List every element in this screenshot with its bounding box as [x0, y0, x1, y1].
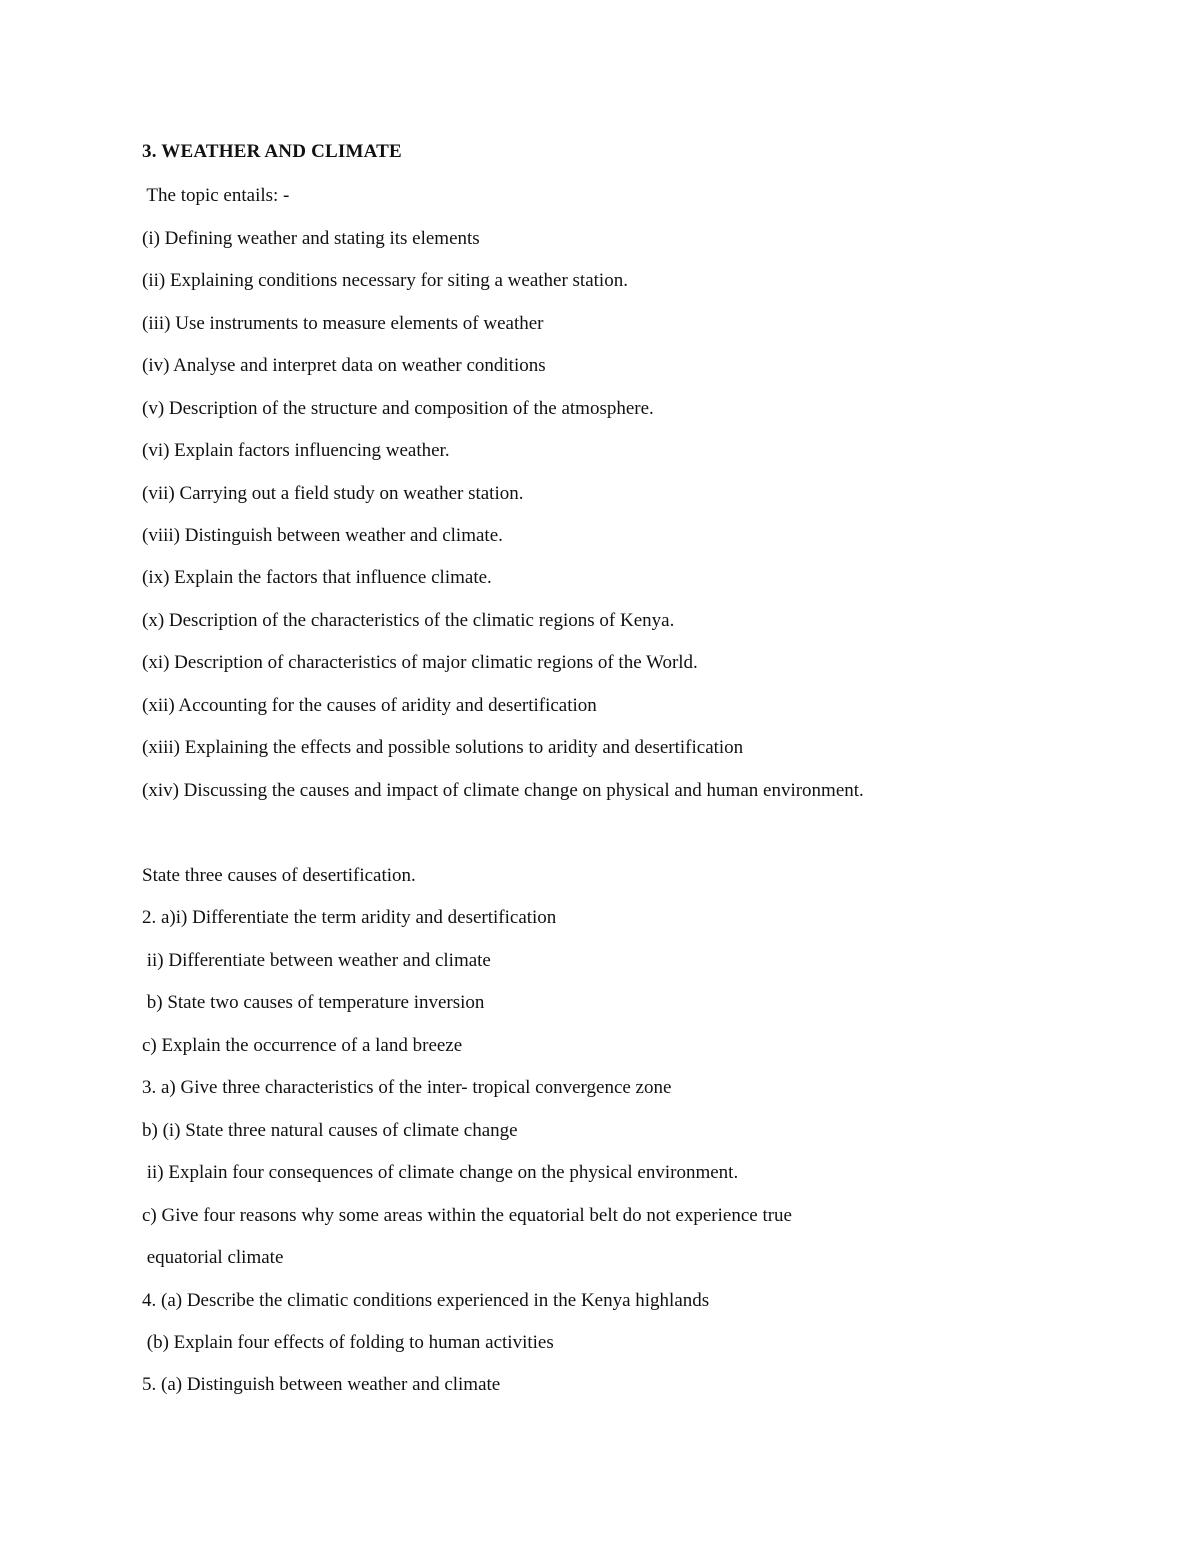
objective-item: (xiii) Explaining the effects and possible solutions to aridity and desertification	[142, 737, 744, 758]
question-line: ii) Differentiate between weather and climate	[142, 950, 491, 971]
question-line: 2. a)i) Differentiate the term aridity and desertification	[142, 907, 557, 928]
objective-item: (x) Description of the characteristics of the climatic regions of Kenya.	[142, 610, 675, 631]
objective-item: (i) Defining weather and stating its elements	[142, 228, 480, 249]
objective-item: (iii) Use instruments to measure elements of weather	[142, 313, 544, 334]
question-line: (b) Explain four effects of folding to human activities	[142, 1332, 554, 1353]
objective-item: (xii) Accounting for the causes of aridity and desertification	[142, 695, 597, 716]
question-line: 3. a) Give three characteristics of the inter- tropical convergence zone	[142, 1077, 672, 1098]
question-line: c) Give four reasons why some areas within the equatorial belt do not experience true	[142, 1205, 792, 1226]
page-title: 3. WEATHER AND CLIMATE	[142, 141, 402, 162]
objective-item: (iv) Analyse and interpret data on weather conditions	[142, 355, 546, 376]
intro-text: The topic entails: -	[142, 185, 290, 206]
question-line: c) Explain the occurrence of a land breeze	[142, 1035, 463, 1056]
question-line: 4. (a) Describe the climatic conditions experienced in the Kenya highlands	[142, 1290, 710, 1311]
question-line: b) State two causes of temperature inversion	[142, 992, 485, 1013]
objective-item: (xiv) Discussing the causes and impact of climate change on physical and human environment.	[142, 780, 864, 801]
question-line: State three causes of desertification.	[142, 865, 416, 886]
objective-item: (ii) Explaining conditions necessary for siting a weather station.	[142, 270, 628, 291]
objective-item: (vi) Explain factors influencing weather.	[142, 440, 450, 461]
question-line: ii) Explain four consequences of climate change on the physical environment.	[142, 1162, 739, 1183]
objective-item: (xi) Description of characteristics of major climatic regions of the World.	[142, 652, 698, 673]
objective-item: (viii) Distinguish between weather and climate.	[142, 525, 503, 546]
objective-item: (ix) Explain the factors that influence climate.	[142, 567, 492, 588]
objective-item: (vii) Carrying out a field study on weather station.	[142, 483, 524, 504]
question-line: 5. (a) Distinguish between weather and climate	[142, 1374, 501, 1395]
question-line: equatorial climate	[142, 1247, 284, 1268]
objective-item: (v) Description of the structure and composition of the atmosphere.	[142, 398, 654, 419]
question-line: b) (i) State three natural causes of climate change	[142, 1120, 518, 1141]
